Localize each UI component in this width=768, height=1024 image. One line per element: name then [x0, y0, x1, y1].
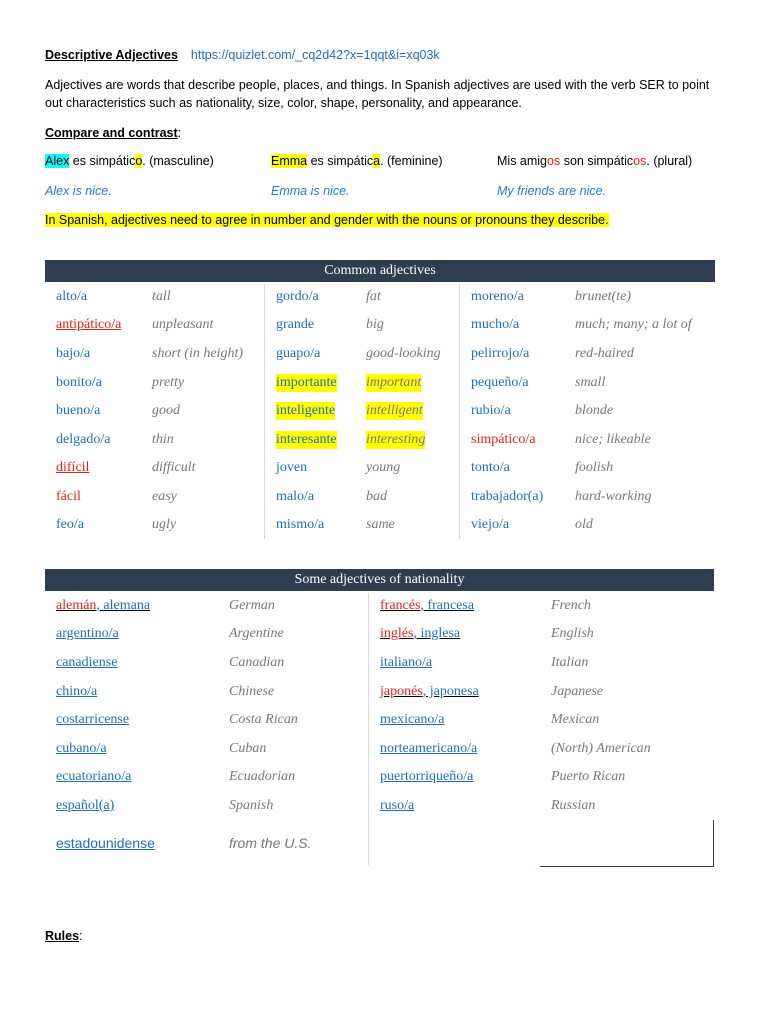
- nat-es-fem: , francesa: [420, 598, 475, 613]
- nat-en: (North) American: [551, 741, 651, 756]
- ex1-note: . (masculine): [142, 154, 214, 168]
- adj-en: same: [366, 517, 395, 532]
- rules-colon: :: [79, 929, 83, 943]
- adj-en: short (in height): [152, 346, 243, 361]
- ex3-b: os: [547, 154, 561, 168]
- ex1-translation: Alex is nice.: [45, 184, 112, 198]
- nat-es-masc: japonés: [380, 684, 423, 699]
- nat-es: [380, 597, 474, 615]
- nat-es-masc: inglés: [380, 626, 414, 641]
- nat-en: English: [551, 626, 594, 641]
- nat-en: Spanish: [229, 798, 274, 813]
- ex2-translation: Emma is nice.: [271, 184, 350, 198]
- nationality-divider: [368, 593, 369, 865]
- adj-en: old: [575, 517, 593, 532]
- adj-es: delgado/a: [56, 432, 111, 447]
- common-divider-1: [264, 284, 265, 539]
- adj-en: good: [152, 403, 180, 418]
- adj-en: brunet(te): [575, 289, 631, 304]
- nat-en: Argentine: [229, 626, 284, 641]
- nat-es: español(a): [56, 798, 115, 813]
- ex2-note: . (feminine): [380, 154, 443, 168]
- adj-en: easy: [152, 489, 177, 504]
- adj-en: fat: [366, 289, 381, 304]
- adj-en: young: [366, 460, 401, 475]
- adj-es: feo/a: [56, 517, 84, 532]
- nat-es: ruso/a: [380, 798, 415, 813]
- adj-en: blonde: [575, 403, 614, 418]
- nat-en: German: [229, 598, 275, 613]
- adj-es: pequeño/a: [471, 375, 529, 390]
- adj-es: joven: [276, 460, 308, 475]
- nat-es: [56, 597, 150, 615]
- adj-en: pretty: [152, 375, 185, 390]
- nat-en: Mexican: [551, 712, 600, 727]
- adj-es: mucho/a: [471, 317, 520, 332]
- adj-es: pelirrojo/a: [471, 346, 530, 361]
- compare-heading: [45, 125, 181, 141]
- ex3-e: . (plural): [646, 154, 693, 168]
- nat-es: [380, 625, 460, 643]
- compare-heading-text: Compare and contrast: [45, 126, 178, 140]
- ex2-name: Emma: [271, 154, 308, 168]
- nat-es: cubano/a: [56, 741, 107, 756]
- nat-en: Canadian: [229, 655, 285, 670]
- adj-en: foolish: [575, 460, 614, 475]
- nat-en: Cuban: [229, 741, 267, 756]
- nat-es-masc: alemán: [56, 598, 97, 613]
- agreement-rule: [45, 212, 609, 228]
- agreement-rule-text: In Spanish, adjectives need to agree in number and gender with the nouns or pronouns they describe.: [45, 213, 609, 227]
- adj-en: big: [366, 317, 384, 332]
- ex2-mid: es simpátic: [307, 154, 374, 168]
- adj-es: antipático/a: [56, 317, 122, 332]
- ex3-c: son simpátic: [560, 154, 634, 168]
- adj-es: difícil: [56, 460, 90, 475]
- adj-es: trabajador(a): [471, 489, 544, 504]
- rules-heading: [45, 928, 83, 944]
- nat-es: chino/a: [56, 684, 98, 699]
- adj-es: inteligente: [276, 403, 336, 418]
- empty-cell-box: [540, 820, 714, 867]
- nat-en: Puerto Rican: [551, 769, 626, 784]
- ex3-translation: My friends are nice.: [497, 184, 607, 198]
- intro-line-1: Adjectives are words that describe people, places, and things. In Spanish adjectives are used with the verb SER to point: [45, 78, 710, 92]
- nat-es-fem: , japonesa: [422, 684, 479, 699]
- adj-en: intelligent: [366, 403, 423, 418]
- ex2-ending: a: [373, 154, 381, 168]
- adj-es: malo/a: [276, 489, 315, 504]
- adj-es: tonto/a: [471, 460, 510, 475]
- adj-es: bueno/a: [56, 403, 101, 418]
- adj-en: hard-working: [575, 489, 652, 504]
- nat-en: Costa Rican: [229, 712, 298, 727]
- nat-es-estadounidense: estadounidense: [56, 835, 155, 851]
- quizlet-link[interactable]: https://quizlet.com/_cq2d42?x=1qqt&i=xq03k: [190, 48, 440, 62]
- example-feminine: [271, 153, 443, 169]
- common-divider-2: [459, 284, 460, 539]
- intro-line-2: out characteristics such as nationality, size, color, shape, personality, and appearance.: [45, 96, 522, 110]
- nat-en-from-us: from the U.S.: [229, 835, 312, 851]
- adj-en: good-looking: [366, 346, 441, 361]
- nat-es: costarricense: [56, 712, 130, 727]
- adj-es: bonito/a: [56, 375, 102, 390]
- adj-es: viejo/a: [471, 517, 510, 532]
- adj-es: interesante: [276, 432, 337, 447]
- adj-es: fácil: [56, 489, 81, 504]
- nat-es: [380, 683, 479, 701]
- nat-es: puertorriqueño/a: [380, 769, 474, 784]
- adj-es: mismo/a: [276, 517, 325, 532]
- nat-es-fem: , alemana: [96, 598, 151, 613]
- adj-en: much; many; a lot of: [575, 317, 692, 332]
- adj-en: important: [366, 375, 422, 390]
- adj-es: rubio/a: [471, 403, 511, 418]
- adj-es: guapo/a: [276, 346, 321, 361]
- adj-en: small: [575, 375, 606, 390]
- ex3-d: os: [633, 154, 647, 168]
- nat-es: italiano/a: [380, 655, 433, 670]
- example-masculine: [45, 153, 214, 169]
- doc-title: Descriptive Adjectives: [45, 48, 178, 62]
- nat-en: Russian: [551, 798, 596, 813]
- nationality-header: Some adjectives of nationality: [45, 569, 714, 591]
- ex1-ending: o: [135, 154, 143, 168]
- adj-es: simpático/a: [471, 432, 536, 447]
- adj-en: nice; likeable: [575, 432, 651, 447]
- ex1-name: Alex: [45, 154, 70, 168]
- adj-en: difficult: [152, 460, 196, 475]
- rules-heading-text: Rules: [45, 929, 80, 943]
- nat-en: Japanese: [551, 684, 604, 699]
- adj-es: moreno/a: [471, 289, 524, 304]
- ex3-a: Mis amig: [497, 154, 548, 168]
- nat-es: norteamericano/a: [380, 741, 478, 756]
- adj-en: unpleasant: [152, 317, 214, 332]
- adj-en: ugly: [152, 517, 177, 532]
- nat-es-fem: , inglesa: [413, 626, 461, 641]
- adj-es: alto/a: [56, 289, 88, 304]
- nat-es: ecuatoriano/a: [56, 769, 132, 784]
- common-adjectives-header: Common adjectives: [45, 260, 715, 282]
- nat-es-masc: francés: [380, 598, 421, 613]
- adj-en: thin: [152, 432, 174, 447]
- adj-en: bad: [366, 489, 387, 504]
- adj-en: tall: [152, 289, 171, 304]
- adj-es: gordo/a: [276, 289, 319, 304]
- nat-en: Chinese: [229, 684, 275, 699]
- adj-es: bajo/a: [56, 346, 91, 361]
- header-line: [45, 47, 440, 63]
- compare-colon: :: [177, 126, 182, 140]
- nat-en: Italian: [551, 655, 589, 670]
- adj-en: red-haired: [575, 346, 634, 361]
- adj-es: grande: [276, 317, 315, 332]
- nat-es: mexicano/a: [380, 712, 445, 727]
- ex1-mid: es simpátic: [69, 154, 136, 168]
- nat-es: canadiense: [56, 655, 118, 670]
- adj-en: interesting: [366, 432, 426, 447]
- nat-en: Ecuadorian: [229, 769, 296, 784]
- nat-es: argentino/a: [56, 626, 119, 641]
- nat-en: French: [551, 598, 591, 613]
- adj-es: importante: [276, 375, 337, 390]
- example-plural: [497, 153, 692, 169]
